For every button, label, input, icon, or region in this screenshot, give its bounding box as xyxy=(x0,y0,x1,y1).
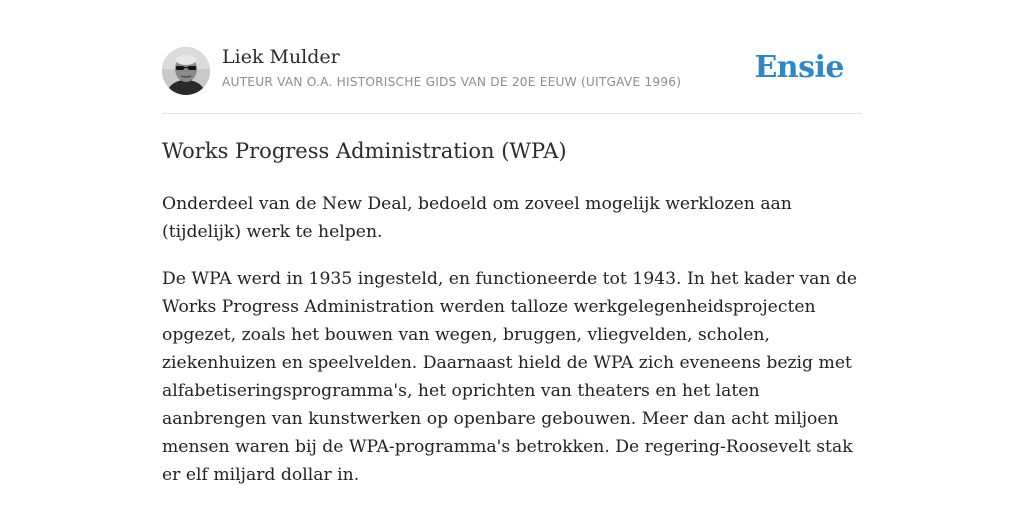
author-portrait-image xyxy=(162,47,210,95)
ensie-logo[interactable]: Ensie xyxy=(754,50,844,85)
author-header xyxy=(162,0,862,114)
article-title: Works Progress Administration (WPA) xyxy=(162,139,567,163)
author-subtitle: AUTEUR VAN O.A. HISTORISCHE GIDS VAN DE 20E EEUW (UITGAVE 1996) xyxy=(222,75,682,89)
author-avatar[interactable] xyxy=(162,47,210,95)
article-card xyxy=(162,0,862,485)
article-body xyxy=(162,190,862,508)
article-paragraph-1: Onderdeel van de New Deal, bedoeld om zoveel mogelijk werklozen aan (tijdelijk) werk te helpen. xyxy=(162,194,792,242)
article-paragraph-2: De WPA werd in 1935 ingesteld, en functioneerde tot 1943. In het kader van de Works Progress Administration werden talloze werkgelegenheidsprojecten opgezet, zoals het bouwen van wegen, bruggen, vliegvelden, scholen, ziekenhuizen en speelvelden. Daarnaast hield de WPA zich eveneens bezig met alfabetiseringsprogramma's, het oprichten van theaters en het laten aanbrengen van kunstwerken op openbare gebouwen. Meer dan acht miljoen mensen waren bij de WPA-programma's betrokken. De regering-Roosevelt stak er elf miljard dollar in. xyxy=(162,269,858,485)
author-name[interactable]: Liek Mulder xyxy=(222,46,340,68)
